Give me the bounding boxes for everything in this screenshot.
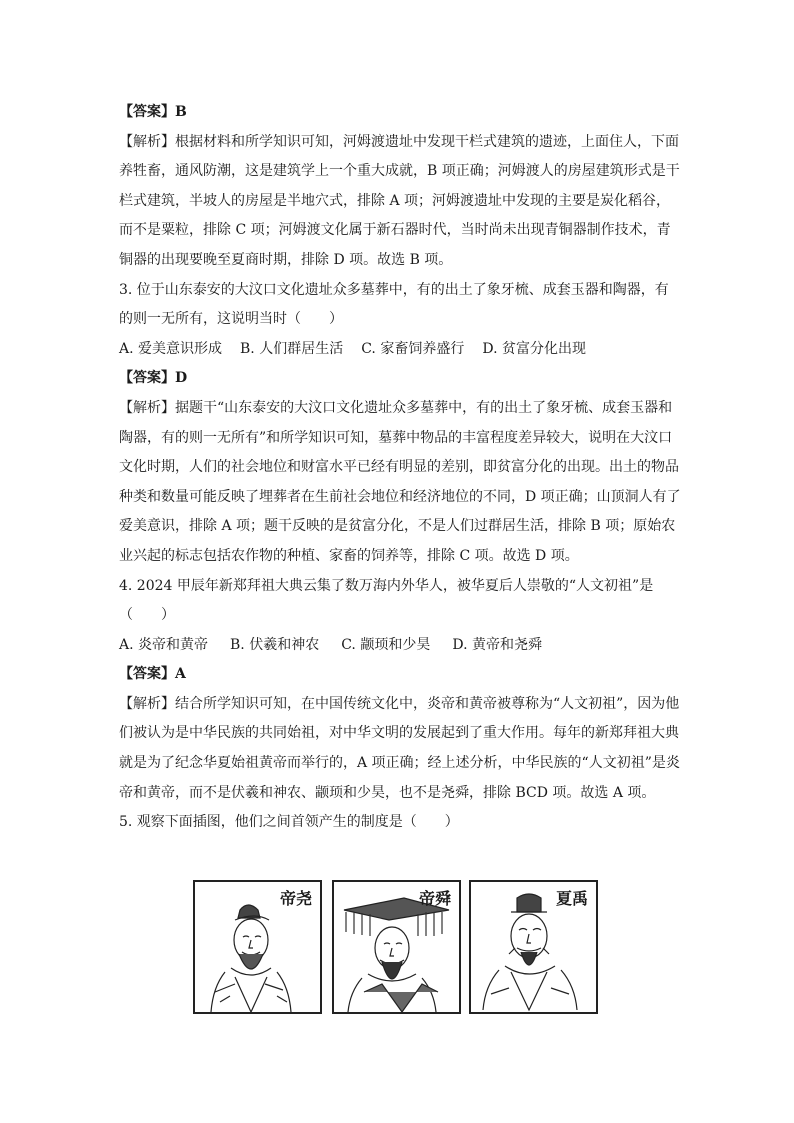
q4-stem [119, 572, 679, 631]
q3-analysis [119, 394, 679, 572]
q2-analysis [119, 128, 679, 276]
document-body [119, 98, 679, 838]
q5-stem: 5. 观察下面插图，他们之间首领产生的制度是（ ） [119, 814, 459, 831]
portrait-yu [469, 880, 598, 1014]
q4-analysis-line: 【解析】结合所学知识可知，在中国传统文化中，炎帝和黄帝被尊称为“人文初祖”，因为他 [119, 695, 680, 712]
q2-analysis-line: 栏式建筑，半坡人的房屋是半地穴式，排除 A 项；河姆渡遗址中发现的主要是炭化稻谷， [119, 192, 671, 209]
portrait-caption: 夏禹 [555, 889, 588, 908]
q4-analysis-line: 们被认为是中华民族的共同始祖，对中华文明的发展起到了重大作用。每年的新郑拜祖大典 [119, 725, 679, 742]
q3-analysis-line: 业兴起的标志包括农作物的种植、家畜的饲养等，排除 C 项。故选 D 项。 [119, 547, 579, 564]
q4-options [119, 631, 679, 661]
portrait-caption: 帝尧 [279, 889, 312, 908]
portrait-shun [332, 880, 461, 1014]
q4-option-c: C. 颛顼和少昊 [341, 636, 431, 653]
q3-analysis-line: 【解析】据题干“山东泰安的大汶口文化遗址众多墓葬中，有的出土了象牙梳、成套玉器和 [119, 399, 673, 416]
q3-answer: 【答案】D [119, 370, 188, 387]
q4-analysis [119, 690, 679, 808]
q2-analysis-line: 而不是粟粒，排除 C 项；河姆渡文化属于新石器时代，当时尚未出现青铜器制作技术，青 [119, 222, 671, 239]
q3-analysis-line: 种类和数量可能反映了埋葬者在生前社会地位和经济地位的不同，D 项正确；山顶洞人有了 [119, 488, 681, 505]
q4-option-a: A. 炎帝和黄帝 [119, 636, 209, 653]
portrait-yao [193, 880, 322, 1014]
q3-analysis-line: 陶器，有的则一无所有”和所学知识可知，墓葬中物品的丰富程度差异较大，说明在大汶口 [119, 429, 673, 446]
q3-option-b: B. 人们群居生活 [240, 340, 344, 357]
q2-analysis-line: 铜器的出现要晚至夏商时期，排除 D 项。故选 B 项。 [119, 251, 453, 268]
q4-analysis-line: 就是为了纪念华夏始祖黄帝而举行的，A 项正确；经上述分析，中华民族的“人文初祖”是炎 [119, 755, 680, 772]
q4-stem-line: （ ） [119, 607, 175, 624]
q3-stem-line: 3. 位于山东泰安的大汶口文化遗址众多墓葬中，有的出土了象牙梳、成套玉器和陶器，有 [119, 281, 669, 298]
q3-analysis-line: 文化时期，人们的社会地位和财富水平已经有明显的差别，即贫富分化的出现。出土的物品 [119, 459, 679, 476]
q3-stem [119, 276, 679, 335]
q3-analysis-line: 爱美意识，排除 A 项；题干反映的是贫富分化，不是人们过群居生活，排除 B 项；原始农 [119, 518, 676, 535]
q4-option-b: B. 伏羲和神农 [230, 636, 320, 653]
q4-stem-line: 4. 2024 甲辰年新郑拜祖大典云集了数万海内外华人，被华夏后人崇敬的“人文初祖”是 [119, 577, 654, 594]
q2-answer: 【答案】B [119, 104, 187, 120]
q3-option-d: D. 贫富分化出现 [482, 340, 586, 357]
q2-analysis-line: 养牲畜，通风防潮，这是建筑学上一个重大成就，B 项正确；河姆渡人的房屋建筑形式是干 [119, 163, 680, 180]
q3-option-c: C. 家畜饲养盛行 [361, 340, 465, 357]
q4-option-d: D. 黄帝和尧舜 [452, 636, 542, 653]
q3-option-a: A. 爱美意识形成 [119, 340, 223, 357]
q3-stem-line: 的则一无所有，这说明当时（ ） [119, 311, 343, 328]
q4-answer: 【答案】A [119, 666, 186, 683]
q2-analysis-line: 【解析】根据材料和所学知识可知，河姆渡遗址中发现干栏式建筑的遗迹，上面住人，下面 [119, 133, 679, 150]
q4-analysis-line: 帝和黄帝，而不是伏羲和神农、颛顼和少昊，也不是尧舜，排除 BCD 项。故选 A 项。 [119, 784, 656, 801]
q3-options [119, 335, 679, 365]
q5-illustration [193, 880, 601, 1018]
portrait-caption: 帝舜 [418, 889, 451, 908]
